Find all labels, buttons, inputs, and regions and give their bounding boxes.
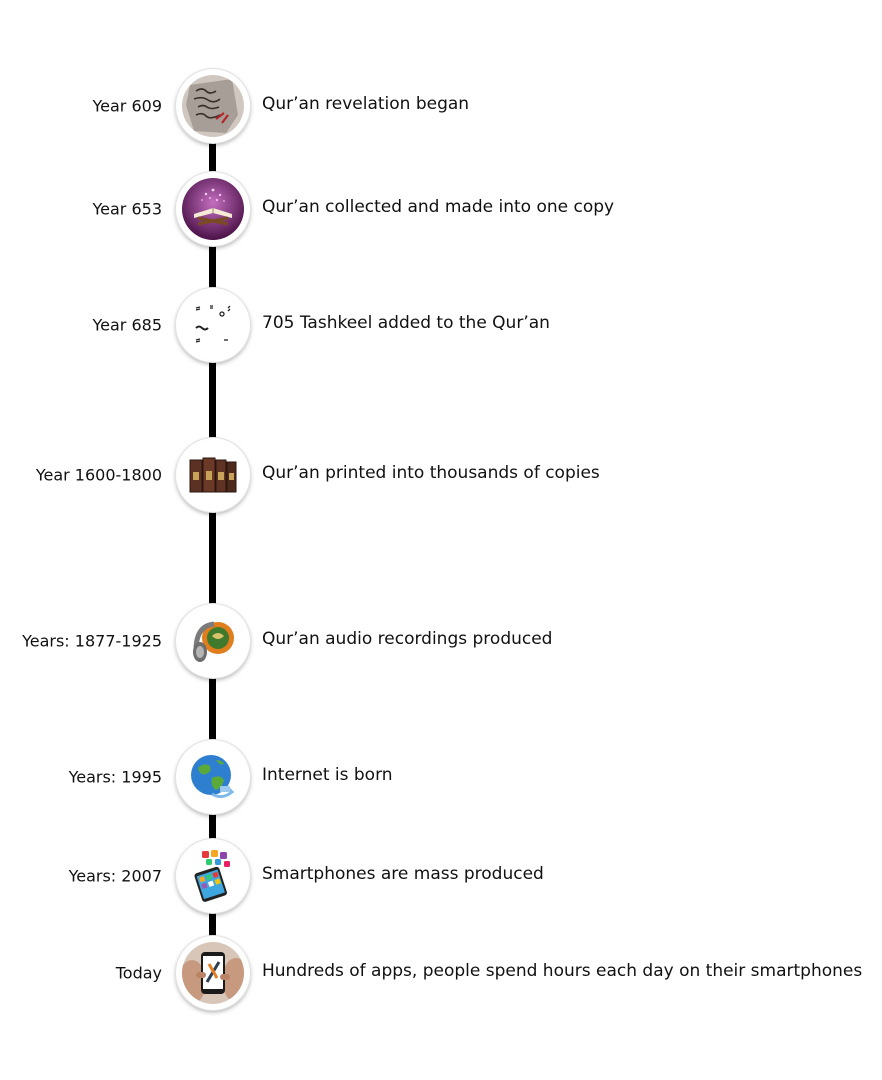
smartphone-apps-icon xyxy=(182,845,244,907)
event-description: 705 Tashkeel added to the Qur’an xyxy=(262,313,550,333)
open-quran-icon xyxy=(182,178,244,240)
event-icon-circle xyxy=(176,740,250,814)
event-date: Year 653 xyxy=(92,199,162,219)
event-icon-circle xyxy=(176,604,250,678)
event-icon-circle xyxy=(176,936,250,1010)
event-icon-circle xyxy=(176,69,250,143)
event-description: Qur’an revelation began xyxy=(262,94,470,114)
event-icon-circle xyxy=(176,438,250,512)
event-date: Year 685 xyxy=(92,315,162,335)
event-date: Year 609 xyxy=(92,96,162,116)
event-icon-circle xyxy=(176,288,250,362)
tashkeel-marks-icon xyxy=(182,294,244,356)
event-description: Qur’an collected and made into one copy xyxy=(262,197,615,217)
event-description: Smartphones are mass produced xyxy=(262,864,544,884)
event-description: Internet is born xyxy=(262,765,393,785)
event-date: Years: 1877-1925 xyxy=(22,631,162,651)
event-date: Years: 1995 xyxy=(68,767,162,787)
event-description: Hundreds of apps, people spend hours each day on their smartphones xyxy=(262,961,863,981)
globe-internet-icon xyxy=(182,746,244,808)
event-date: Year 1600-1800 xyxy=(35,465,162,485)
event-description: Qur’an printed into thousands of copies xyxy=(262,463,600,483)
event-icon-circle xyxy=(176,172,250,246)
phone-in-hands-icon xyxy=(182,942,244,1004)
event-date: Years: 2007 xyxy=(68,866,162,886)
headphones-quran-icon xyxy=(182,610,244,672)
event-date: Today xyxy=(115,963,162,983)
printed-books-icon xyxy=(182,444,244,506)
event-description: Qur’an audio recordings produced xyxy=(262,629,553,649)
event-icon-circle xyxy=(176,839,250,913)
manuscript-stone-icon xyxy=(182,75,244,137)
